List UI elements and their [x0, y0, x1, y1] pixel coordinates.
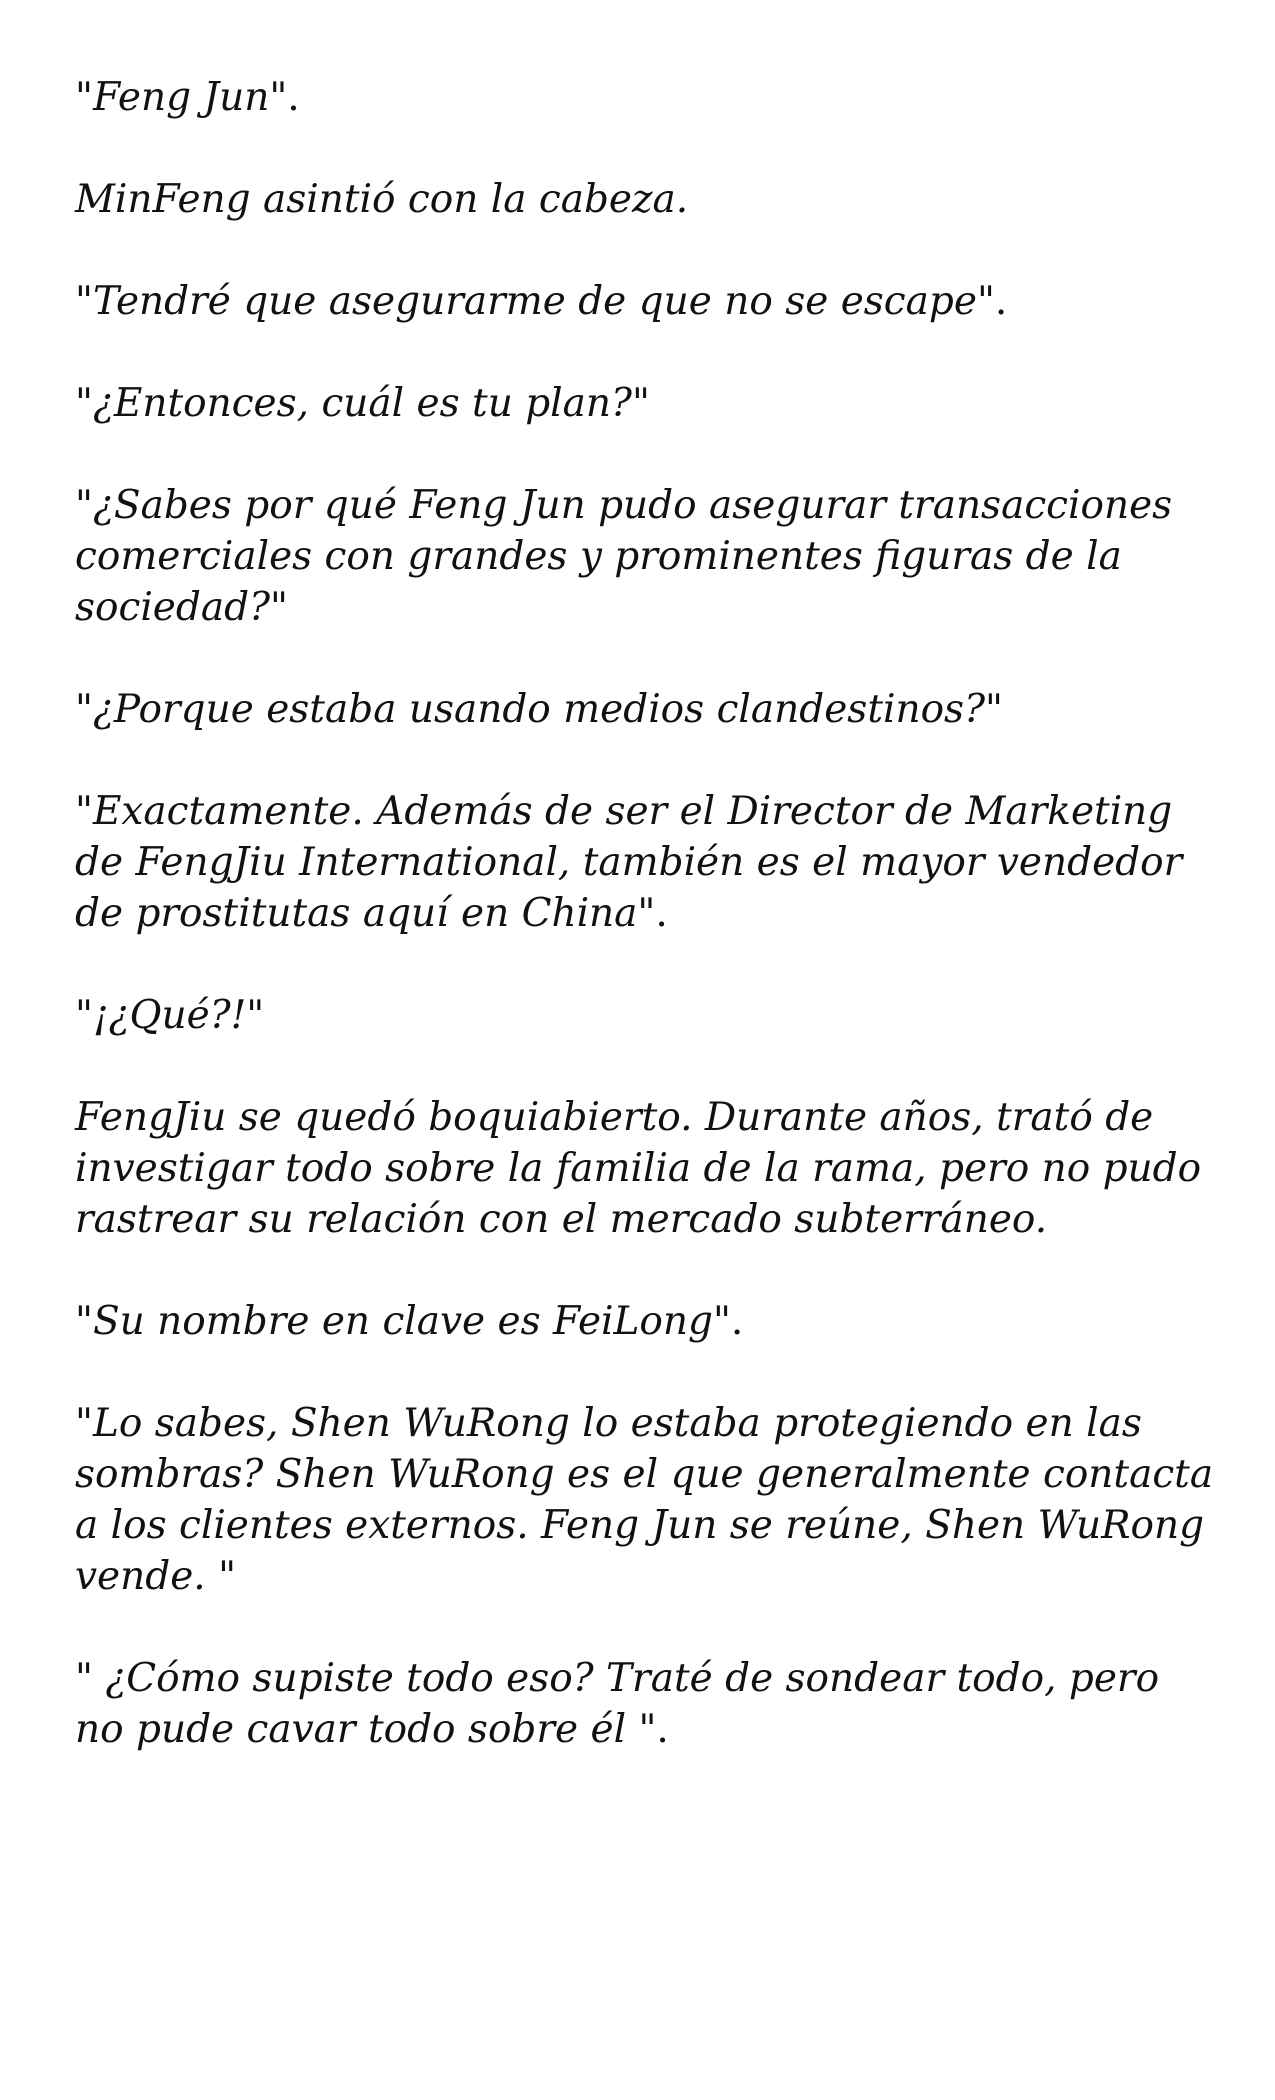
quote-open: " — [75, 75, 93, 120]
paragraph-2 — [75, 174, 1215, 225]
paragraph-text: ¿Cómo supiste todo eso? Traté de sondear todo, pero no pude cavar todo sobre él — [75, 1656, 1160, 1752]
paragraph-8 — [75, 990, 1215, 1041]
paragraph-text: ¿Entonces, cuál es tu plan? — [92, 381, 632, 426]
quote-close: ". — [712, 1299, 744, 1344]
document-body — [75, 72, 1215, 1755]
paragraph-text: FengJiu se quedó boquiabierto. Durante años, trató de investigar todo sobre la familia de la rama, pero no pudo rastrear su relación con el mercado subterráneo. — [75, 1095, 1202, 1242]
quote-close: ". — [976, 279, 1008, 324]
paragraph-text: ¡¿Qué?! — [92, 993, 247, 1038]
quote-close: " — [269, 585, 288, 630]
paragraph-6 — [75, 684, 1215, 735]
quote-open: " — [75, 279, 93, 324]
quote-close: ". — [637, 891, 668, 936]
paragraph-text: Tendré que asegurarme de que no se escape — [92, 279, 977, 324]
paragraph-3 — [75, 276, 1215, 327]
paragraph-12 — [75, 1653, 1215, 1755]
paragraph-5 — [75, 480, 1215, 633]
quote-open: " — [75, 483, 93, 528]
quote-close: ". — [638, 1707, 669, 1752]
quote-open: " — [75, 687, 93, 732]
quote-close: " — [246, 993, 265, 1038]
quote-open: " — [75, 381, 93, 426]
paragraph-text: MinFeng asintió con la cabeza. — [75, 177, 689, 222]
quote-close: " — [984, 687, 1003, 732]
paragraph-9 — [75, 1092, 1215, 1245]
paragraph-7 — [75, 786, 1215, 939]
quote-close: ". — [269, 75, 300, 120]
quote-close: " — [631, 381, 650, 426]
paragraph-11 — [75, 1398, 1215, 1602]
quote-open: " — [75, 1401, 93, 1446]
paragraph-text: ¿Sabes por qué Feng Jun pudo asegurar transacciones comerciales con grandes y prominentes figuras de la sociedad? — [75, 483, 1173, 630]
paragraph-10 — [75, 1296, 1215, 1347]
quote-close: " — [218, 1554, 237, 1599]
paragraph-text: Lo sabes, Shen WuRong lo estaba protegiendo en las sombras? Shen WuRong es el que generalmente contacta a los clientes externos. Feng Jun se reúne, Shen WuRong vende. — [75, 1401, 1214, 1599]
paragraph-text: ¿Porque estaba usando medios clandestinos? — [92, 687, 985, 732]
paragraph-text: Su nombre en clave es FeiLong — [92, 1299, 713, 1344]
paragraph-text: Feng Jun — [92, 75, 270, 120]
quote-open: " — [75, 993, 93, 1038]
quote-open: " — [75, 1299, 93, 1344]
paragraph-4 — [75, 378, 1215, 429]
paragraph-1 — [75, 72, 1215, 123]
quote-open: " — [75, 789, 93, 834]
quote-open: " — [75, 1656, 106, 1701]
paragraph-text: Exactamente. Además de ser el Director de Marketing de FengJiu International, también es el mayor vendedor de prostitutas aquí en China — [75, 789, 1183, 936]
